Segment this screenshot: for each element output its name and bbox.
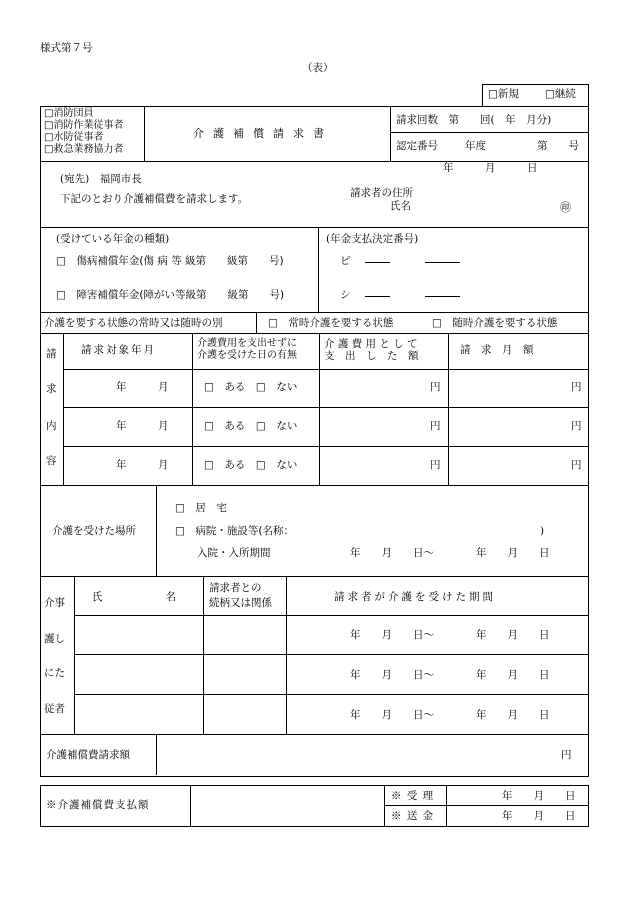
address-label: 請求者の住所: [350, 187, 413, 199]
row2-yesno[interactable]: □ ある □ ない: [204, 420, 298, 432]
office-remitted-label: ※ 送 金: [391, 810, 435, 822]
col-target-month: 請求対象年月: [81, 344, 156, 356]
admission-period[interactable]: 年 月 日〜 年 月 日: [350, 547, 550, 559]
row3-month[interactable]: 年 月: [116, 459, 169, 471]
claim-count[interactable]: 請求回数 第 回( 年 月分): [396, 114, 552, 126]
pension-kind-heading: (受けている年金の種類): [56, 233, 170, 245]
caregiver-side-3: にた: [44, 667, 65, 679]
continue-checkbox[interactable]: □継続: [545, 88, 576, 100]
office-remitted-date[interactable]: 年 月 日: [502, 810, 576, 822]
col-claim-amount: 請 求 月 額: [460, 344, 534, 356]
caregiver1-period[interactable]: 年 月 日〜 年 月 日: [350, 629, 550, 641]
claim-side-4: 容: [46, 455, 57, 467]
role-fire-corps[interactable]: □消防団員: [44, 108, 94, 119]
row3-yesno[interactable]: □ ある □ ない: [204, 459, 298, 471]
col-relation-2: 続柄又は関係: [209, 597, 272, 609]
cert-no[interactable]: 第 号: [537, 140, 579, 152]
row2-cost-yen[interactable]: 円: [430, 420, 441, 432]
place-home[interactable]: □ 居 宅: [175, 502, 227, 514]
claim-date[interactable]: 年 月 日: [443, 162, 538, 174]
row3-cost-yen[interactable]: 円: [430, 459, 441, 471]
col-caregiver-name: 氏 名: [92, 591, 176, 603]
role-rescue[interactable]: □救急業務協力者: [44, 144, 124, 155]
claim-side-2: 求: [46, 383, 57, 395]
state-constant[interactable]: □ 常時介護を要する状態: [268, 317, 394, 329]
form-number: 様式第７号: [40, 42, 93, 54]
row2-amount-yen[interactable]: 円: [571, 420, 582, 432]
caregiver-side-2: 護し: [44, 633, 65, 645]
place-facility[interactable]: □ 病院・施設等(名称：: [175, 525, 295, 537]
new-checkbox[interactable]: □新規: [488, 88, 519, 100]
row2-month[interactable]: 年 月: [116, 420, 169, 432]
row3-amount-yen[interactable]: 円: [571, 459, 582, 471]
col-relation-1: 請求者との: [209, 582, 262, 594]
row1-yesno[interactable]: □ ある □ ない: [204, 381, 298, 393]
claim-side-1: 請: [46, 348, 57, 360]
decision-pi: ピ: [340, 255, 351, 267]
row1-cost-yen[interactable]: 円: [430, 381, 441, 393]
col-unpaid-2: 介護を受けた日の有無: [197, 350, 297, 361]
total-yen[interactable]: 円: [561, 749, 572, 761]
total-label: 介護補償費請求額: [46, 749, 130, 761]
state-occasional[interactable]: □ 随時介護を要する状態: [432, 317, 558, 329]
pension-injury[interactable]: □ 傷病補償年金(傷 病 等 級第 級第 号): [56, 255, 284, 267]
state-label: 介護を要する状態の常時又は随時の別: [44, 317, 223, 329]
office-received-date[interactable]: 年 月 日: [502, 790, 576, 802]
admission-label: 入院・入所期間: [197, 547, 271, 559]
form-title: 介護補償請求書: [193, 127, 333, 140]
cert-label: 認定番号: [396, 140, 438, 152]
place-facility-close: ): [540, 525, 545, 537]
caregiver3-period[interactable]: 年 月 日〜 年 月 日: [350, 709, 550, 721]
office-payment-label: ※介護補償費支払額: [46, 799, 150, 811]
lead-text: 下記のとおり介護補償費を請求します。: [60, 193, 249, 205]
pension-disability[interactable]: □ 障害補償年金(障がい等級第 級第 号): [56, 289, 285, 301]
caregiver2-period[interactable]: 年 月 日〜 年 月 日: [350, 669, 550, 681]
addressee-to: (宛先) 福岡市長: [60, 173, 142, 185]
col-unpaid-1: 介護費用を支出せずに: [197, 338, 297, 349]
office-received-label: ※ 受 理: [391, 790, 435, 802]
caregiver-side-1: 介事: [44, 597, 65, 609]
col-cost-2: 支 出 し た 額: [324, 350, 419, 362]
decision-heading: (年金支払決定番号): [326, 233, 419, 245]
row1-amount-yen[interactable]: 円: [571, 381, 582, 393]
col-care-period: 請求者が介護を受けた期間: [334, 591, 496, 603]
side-label: （表）: [302, 62, 334, 74]
place-label: 介護を受けた場所: [52, 525, 136, 537]
role-flood[interactable]: □水防従事者: [44, 132, 104, 143]
claim-side-3: 内: [46, 420, 57, 432]
col-cost-1: 介 護 費 用 と し て: [324, 338, 418, 350]
role-fire-work[interactable]: □消防作業従事者: [44, 120, 124, 131]
caregiver-side-4: 従者: [44, 703, 65, 715]
row1-month[interactable]: 年 月: [116, 381, 169, 393]
cert-year[interactable]: 年度: [465, 140, 486, 152]
name-label: 氏名: [390, 200, 411, 212]
decision-shi: シ: [340, 289, 351, 301]
seal-mark: ㊞: [560, 201, 571, 214]
